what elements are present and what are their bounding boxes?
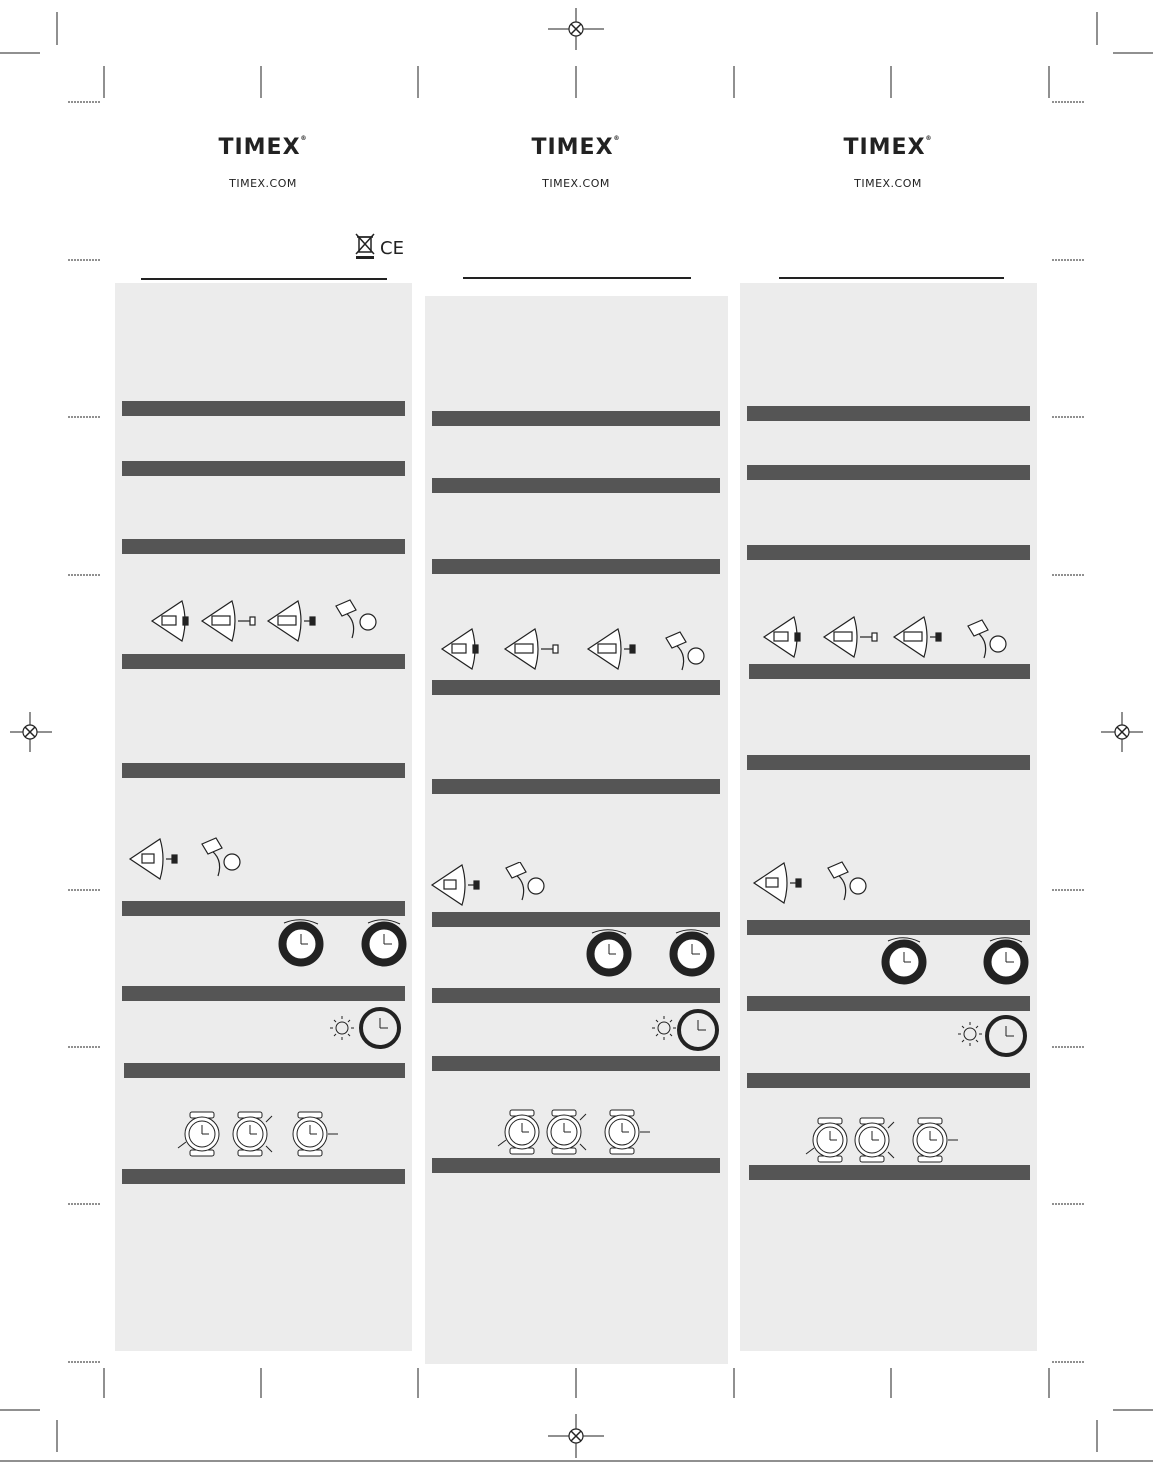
instruction-panel-middle bbox=[425, 296, 728, 1364]
brand-website: TIMEX.COM bbox=[542, 177, 610, 190]
crown-setting-diagram bbox=[128, 836, 248, 882]
section-header-bar bbox=[749, 664, 1030, 679]
light-dial-icon bbox=[652, 1006, 728, 1052]
section-header-bar bbox=[122, 539, 405, 554]
section-header-bar bbox=[432, 411, 720, 426]
section-header-bar bbox=[432, 680, 720, 695]
section-header-bar bbox=[749, 1165, 1030, 1180]
bezel-dial-icon bbox=[274, 918, 408, 968]
brand-website: TIMEX.COM bbox=[854, 177, 922, 190]
crown-position-diagram bbox=[762, 614, 1022, 660]
brand-website: TIMEX.COM bbox=[229, 177, 297, 190]
watch-faces-diagram bbox=[804, 1116, 964, 1164]
crossed-bin-icon bbox=[354, 232, 376, 260]
brand-logo: TIMEX® bbox=[218, 135, 308, 160]
section-header-bar bbox=[432, 779, 720, 794]
section-header-bar bbox=[122, 1169, 405, 1184]
title-rule bbox=[463, 277, 691, 279]
light-dial-icon bbox=[956, 1012, 1032, 1058]
bezel-dial-icon bbox=[880, 936, 1030, 986]
section-header-bar bbox=[432, 478, 720, 493]
title-rule bbox=[141, 278, 387, 280]
section-header-bar bbox=[432, 1158, 720, 1173]
section-header-bar bbox=[432, 912, 720, 927]
bezel-dial-icon bbox=[584, 928, 718, 978]
section-header-bar bbox=[122, 763, 405, 778]
section-header-bar bbox=[747, 406, 1030, 421]
section-header-bar bbox=[747, 755, 1030, 770]
section-header-bar bbox=[432, 988, 720, 1003]
crown-position-diagram bbox=[150, 598, 390, 644]
light-dial-icon bbox=[330, 1006, 406, 1052]
section-header-bar bbox=[122, 461, 405, 476]
crown-setting-diagram bbox=[430, 862, 550, 908]
section-header-bar bbox=[122, 986, 405, 1001]
section-header-bar bbox=[122, 901, 405, 916]
section-header-bar bbox=[432, 559, 720, 574]
section-header-bar bbox=[747, 996, 1030, 1011]
section-header-bar bbox=[747, 920, 1030, 935]
section-header-bar bbox=[124, 1063, 405, 1078]
ce-mark: CE bbox=[380, 238, 404, 259]
brand-logo: TIMEX® bbox=[531, 135, 621, 160]
section-header-bar bbox=[122, 654, 405, 669]
instruction-panel-left bbox=[115, 283, 412, 1351]
section-header-bar bbox=[432, 1056, 720, 1071]
section-header-bar bbox=[747, 545, 1030, 560]
title-rule bbox=[779, 277, 1004, 279]
brand-logo: TIMEX® bbox=[843, 135, 933, 160]
crown-position-diagram bbox=[440, 626, 712, 672]
watch-faces-diagram bbox=[496, 1108, 656, 1156]
crown-setting-diagram bbox=[752, 860, 872, 906]
section-header-bar bbox=[747, 465, 1030, 480]
instruction-panel-right bbox=[740, 283, 1037, 1351]
section-header-bar bbox=[122, 401, 405, 416]
section-header-bar bbox=[747, 1073, 1030, 1088]
watch-faces-diagram bbox=[176, 1110, 342, 1158]
